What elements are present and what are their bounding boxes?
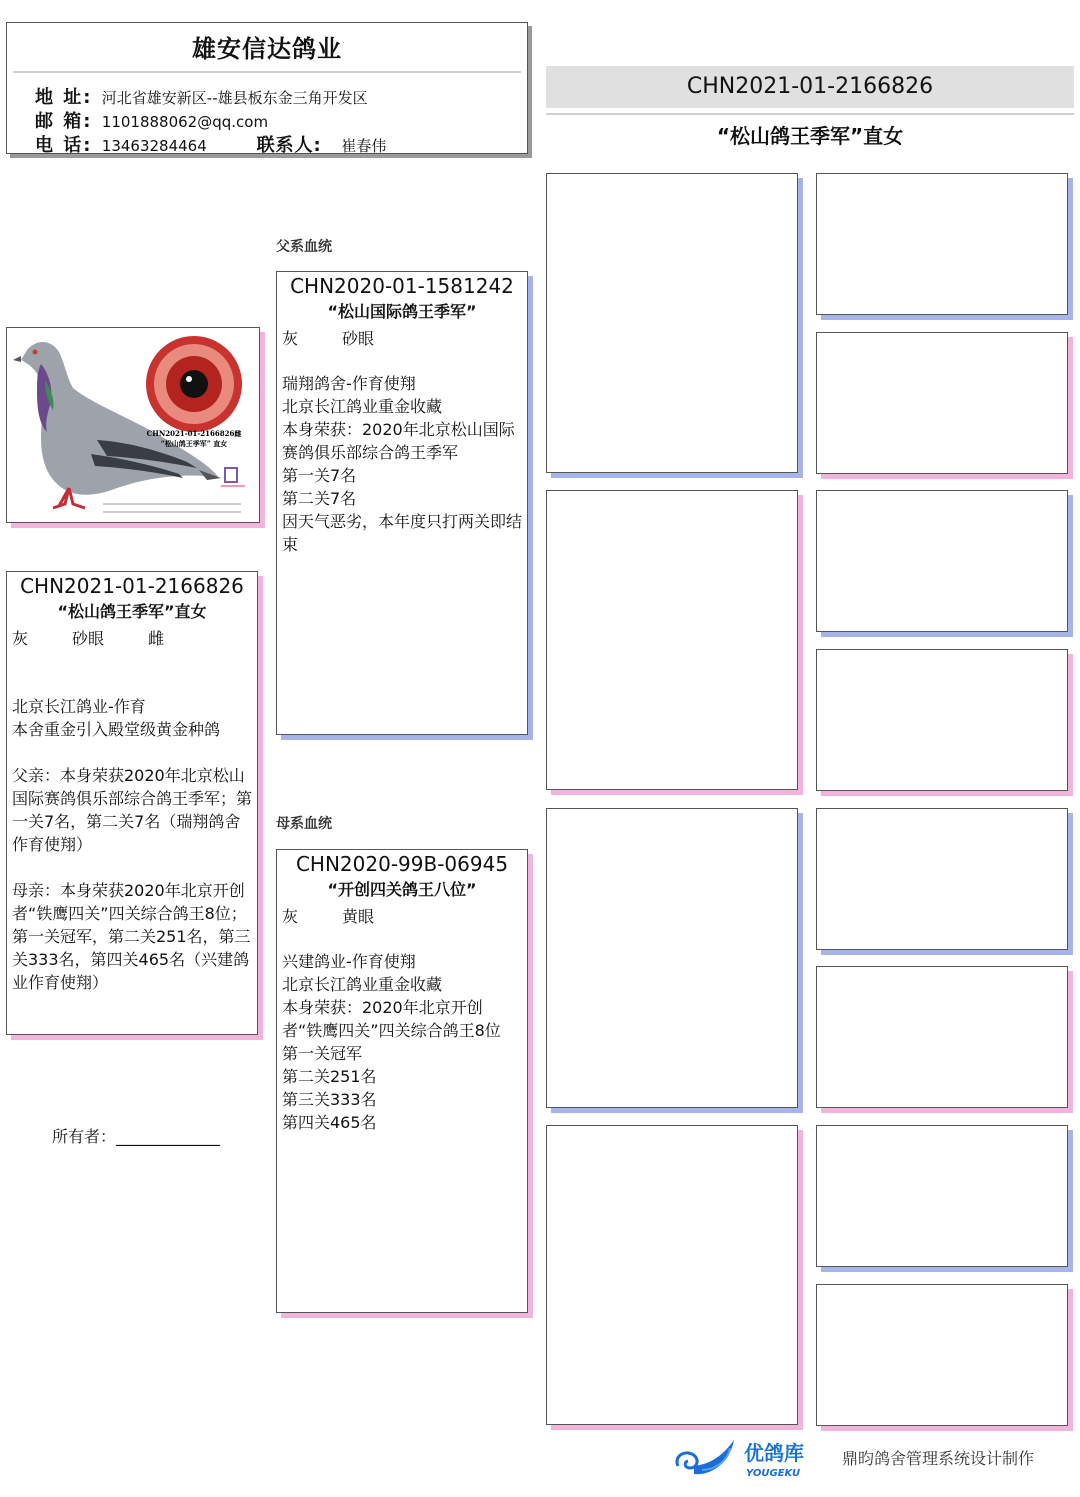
dam-line: 本身荣获：2020年北京开创者“铁鹰四关”四关综合鸽王8位: [282, 998, 501, 1040]
dam-line: 兴建鸽业-作育使翔: [282, 952, 416, 971]
sire-line: 瑞翔鸽舍-作育使翔: [282, 374, 416, 393]
logo-subtext: YOUGEKU: [746, 1468, 801, 1479]
sire-line: 第一关7名: [282, 466, 357, 485]
sire-line: 因天气恶劣，本年度只打两关即结束: [282, 512, 523, 554]
dam-color: 灰: [282, 907, 299, 926]
subject-attributes: [7, 626, 257, 649]
dam-ring: CHN2020-99B-06945: [295, 852, 509, 876]
banner-divider: [546, 113, 1074, 115]
yougeku-logo[interactable]: [672, 1436, 832, 1480]
grandsire-maternal-box: [546, 808, 798, 1108]
great-grandparent-box-1: [816, 173, 1068, 315]
granddam-paternal-box: [546, 490, 798, 790]
great-grandparent-box-2: [816, 332, 1068, 474]
great-grandparent-box-5: [816, 808, 1068, 950]
kennel-title: 雄安信达鸽业: [192, 35, 342, 63]
dam-line: 北京长江鸽业重金收藏: [282, 975, 443, 994]
dam-line: 第一关冠军: [282, 1044, 363, 1063]
subject-mother-text: 母亲：本身荣获2020年北京开创者“铁鹰四关”四关综合鸽王8位；第一关冠军，第二关251名，第三关333名，第四关465名（兴建鸽业作育使翔）: [12, 881, 251, 992]
photo-caption-nick: “松山鸽王季军” 直女: [160, 439, 228, 448]
sire-card: [276, 271, 528, 735]
email-label: 邮 箱:: [35, 111, 93, 132]
sire-color: 灰: [282, 329, 299, 348]
great-grandparent-box-7: [816, 1125, 1068, 1267]
pigeon-illustration: [7, 328, 257, 520]
granddam-maternal-box: [546, 1125, 798, 1425]
dam-line: 第二关251名: [282, 1067, 377, 1086]
sire-line: 北京长江鸽业重金收藏: [282, 397, 443, 416]
dam-eye: 黄眼: [342, 907, 375, 926]
owner-blank: _____________: [116, 1127, 221, 1146]
address-value: 河北省雄安新区--雄县板东金三角开发区: [101, 89, 368, 107]
subject-eye: 砂眼: [72, 629, 105, 648]
subject-color: 灰: [12, 629, 29, 648]
address-label: 地 址:: [35, 87, 93, 108]
dam-description: [277, 950, 527, 1134]
dam-line: 第四关465名: [282, 1113, 377, 1132]
dam-nickname: “开创四关鸽王八位”: [327, 880, 477, 899]
subject-note: 本舍重金引入殿堂级黄金种鸽: [12, 720, 221, 739]
grandsire-paternal-box: [546, 173, 798, 473]
address-row: [35, 83, 368, 109]
email-value[interactable]: 1101888062@qq.com: [101, 113, 269, 131]
pigeon-photo: [6, 327, 260, 523]
sire-eye: 砂眼: [342, 329, 375, 348]
dam-section-label: 母系血统: [276, 816, 332, 832]
subject-nickname-banner: “松山鸽王季军”直女: [716, 124, 904, 148]
great-grandparent-box-6: [816, 966, 1068, 1108]
phone-row: [35, 131, 386, 157]
contact-label: 联系人:: [256, 135, 322, 156]
owner-label: 所有者：: [52, 1127, 117, 1146]
subject-breeder: 北京长江鸽业-作育: [12, 697, 146, 716]
subject-ring-banner: CHN2021-01-2166826: [546, 66, 1074, 108]
dam-attributes: [277, 904, 527, 927]
subject-nickname: “松山鸽王季军”直女: [57, 602, 207, 621]
dam-card: [276, 849, 528, 1313]
sire-line: 第二关7名: [282, 489, 357, 508]
sire-attributes: [277, 326, 527, 349]
subject-sex: 雌: [148, 629, 165, 648]
subject-card: [6, 571, 258, 1035]
subject-description: [7, 695, 257, 994]
sire-nickname: “松山国际鸽王季军”: [327, 302, 477, 321]
great-grandparent-box-8: [816, 1284, 1068, 1426]
subject-ring: CHN2021-01-2166826: [20, 574, 244, 598]
swirl-icon: [672, 1436, 832, 1480]
sire-description: [277, 372, 527, 556]
dam-line: 第三关333名: [282, 1090, 377, 1109]
email-row: [35, 107, 268, 133]
footer-credit: 鼎昀鸽舍管理系统设计制作: [842, 1449, 1035, 1468]
kennel-header: [6, 22, 528, 154]
sire-line: 本身荣获：2020年北京松山国际赛鸽俱乐部综合鸽王季军: [282, 420, 515, 462]
sire-ring: CHN2020-01-1581242: [290, 274, 514, 298]
great-grandparent-box-3: [816, 490, 1068, 632]
owner-field: [52, 1124, 220, 1147]
phone-label: 电 话:: [35, 135, 93, 156]
contact-value: 崔春伟: [341, 137, 387, 155]
phone-value: 13463284464: [101, 137, 207, 155]
great-grandparent-box-4: [816, 649, 1068, 791]
header-divider: [13, 71, 521, 73]
subject-father-text: 父亲：本身荣获2020年北京松山国际赛鸽俱乐部综合鸽王季军；第一关7名，第二关7名（瑞翔鸽舍作育使翔）: [12, 766, 253, 854]
sire-section-label: 父系血统: [276, 239, 332, 255]
logo-text: 优鸽库: [744, 1441, 804, 1465]
photo-logo-icon: [225, 468, 237, 482]
photo-caption-ring: CHN2021-01-2166826雌: [146, 429, 242, 438]
